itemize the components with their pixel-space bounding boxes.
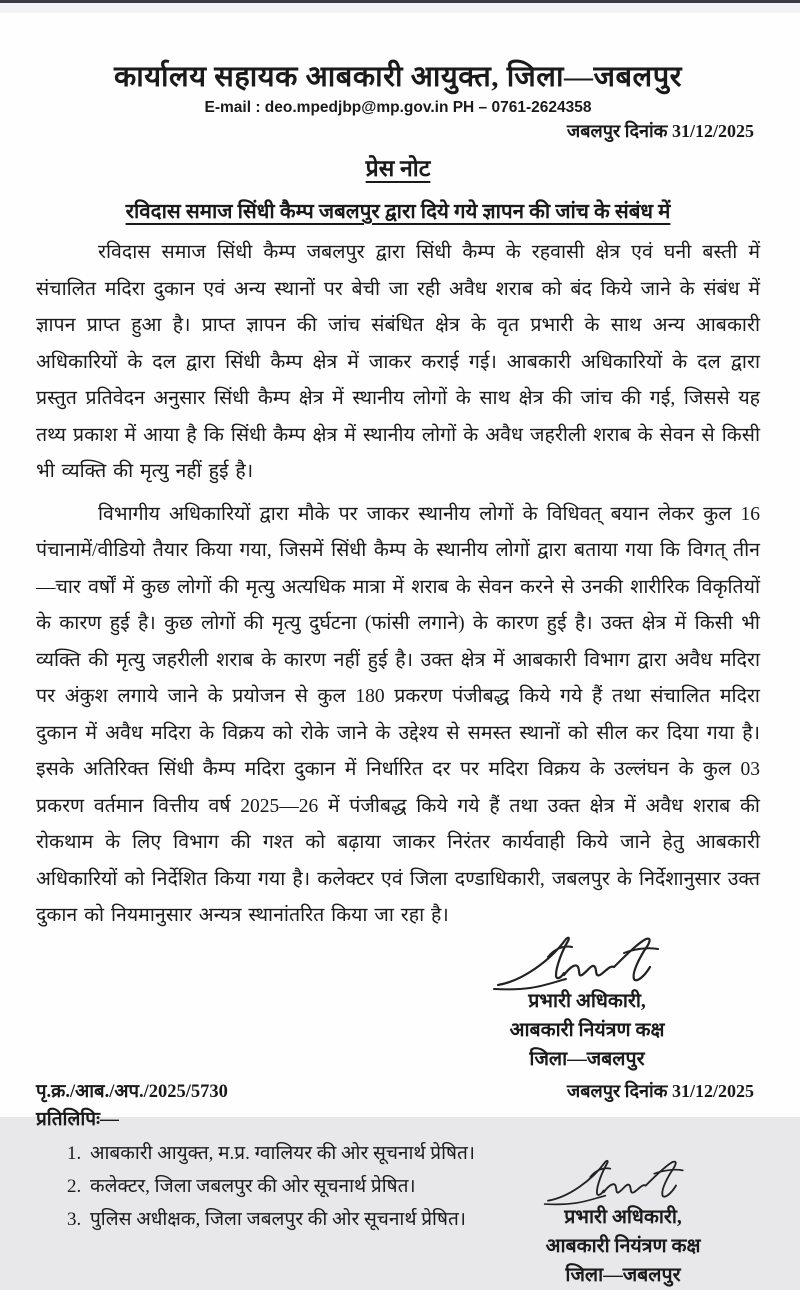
signature-scribble — [543, 1157, 703, 1209]
email-phone-line: E-mail : deo.mpedjbp@mp.gov.in PH – 0761-2624358 — [204, 99, 592, 116]
signatory-office: आबकारी नियंत्रण कक्ष — [545, 1235, 701, 1257]
reference-number: पृ.क्र./आब./अप./2025/5730 — [36, 1081, 228, 1102]
office-title: कार्यालय सहायक आबकारी आयुक्त, जिला—जबलपुर — [113, 61, 683, 93]
signature-block-main — [442, 935, 732, 1074]
copy-to-label: प्रतिलिपिः— — [36, 1108, 119, 1130]
signatory-office: आबकारी नियंत्रण कक्ष — [509, 1019, 665, 1041]
signatory-designation: प्रभारी अधिकारी, — [528, 990, 646, 1012]
signatory-district: जिला—जबलपुर — [565, 1264, 681, 1286]
copy-to-item: 3. पुलिस अधीक्षक, जिला जबलपुर की ओर सूचनार्थ प्रेषित। — [86, 1203, 475, 1236]
copy-to-item: 1. आबकारी आयुक्त, म.प्र. ग्वालियर की ओर सूचनार्थ प्रेषित। — [86, 1137, 475, 1170]
bottom-row — [36, 1131, 760, 1290]
signature-scribble — [492, 935, 682, 993]
signature-block-footer — [498, 1157, 748, 1290]
dateline-bottom: जबलपुर दिनांक 31/12/2025 — [566, 1080, 754, 1101]
body-paragraph-1: रविदास समाज सिंधी कैम्प जबलपुर द्वारा सिंधी कैम्प के रहवासी क्षेत्र एवं घनी बस्ती में संचालित मदिरा दुकान एवं अन्य स्थानों पर बेची जा रही अवैध शराब को बंद किये जाने के संबंध में ज्ञापन प्राप्त हुआ है। प्राप्त ज्ञापन की जांच संबंधित क्षेत्र के वृत प्रभारी के साथ अन्य आबकारी अधिकारियों के दल द्वारा सिंधी कैम्प क्षेत्र में जाकर कराई गई। आबकारी अधिकारियों के दल द्वारा प्रस्तुत प्रतिवेदन अनुसार सिंधी कैम्प क्षेत्र में स्थानीय लोगों के साथ क्षेत्र की जांच की गई, जिससे यह तथ्य प्रकाश में आया है कि सिंधी कैम्प क्षेत्र में स्थानीय लोगों के अवैध जहरीली शराब के सेवन से किसी भी व्यक्ति की मृत्यु नहीं हुई है। — [36, 242, 760, 482]
dateline-top: जबलपुर दिनांक 31/12/2025 — [566, 121, 754, 141]
copy-to-item: 2. कलेक्टर, जिला जबलपुर की ओर सूचनार्थ प्रेषित। — [86, 1170, 475, 1203]
copy-to-list — [64, 1137, 475, 1236]
press-note-title: प्रेस नोट — [365, 156, 431, 181]
signatory-district: जिला—जबलपुर — [529, 1048, 645, 1070]
body-paragraph-2: विभागीय अधिकारियों द्वारा मौके पर जाकर स्थानीय लोगों के विधिवत् बयान लेकर कुल 16 पंचानामें/वीडियो तैयार किया गया, जिसमें सिंधी कैम्प के स्थानीय लोगों द्वारा बताया गया कि विगत् तीन—चार वर्षों में कुछ लोगों की मृत्यु अत्यधिक मात्रा में शराब के सेवन करने से उनकी शारीरिक विकृतियों के कारण हुई है। कुछ लोगों की मृत्यु दुर्घटना (फांसी लगाने) के कारण हुई है। उक्त क्षेत्र में किसी भी व्यक्ति की मृत्यु जहरीली शराब के कारण नहीं हुई है। उक्त क्षेत्र में आबकारी विभाग द्वारा अवैध मदिरा पर अंकुश लगाये जाने के प्रयोजन से कुल 180 प्रकरण पंजीबद्ध किये गये हैं तथा संचालित मदिरा दुकान में अवैध मदिरा के विक्रय को रोके जाने के उद्देश्य से समस्त स्थानों को सील कर दिया गया है। इसके अतिरिक्त सिंधी कैम्प मदिरा दुकान में निर्धारित दर पर मदिरा विक्रय के उल्लंघन के कुल 03 प्रकरण वर्तमान वित्तीय वर्ष 2025—26 में पंजीबद्ध किये गये हैं तथा उक्त क्षेत्र में अवैध शराब की रोकथाम के लिए विभाग की गश्त को बढ़ाया जाकर निरंतर कार्यवाही किये जाने हेतु आबकारी अधिकारियों को निर्देशित किया गया है। कलेक्टर एवं जिला दण्डाधिकारी, जबलपुर के निर्देशानुसार उक्त दुकान को नियमानुसार अन्यत्र स्थानांतरित किया जा रहा है। — [36, 503, 760, 926]
signatory-designation: प्रभारी अधिकारी, — [564, 1206, 682, 1228]
reference-row — [36, 1078, 760, 1103]
subject-heading: रविदास समाज सिंधी कैम्प जबलपुर द्वारा दिये गये ज्ञापन की जांच के संबंध में — [125, 201, 671, 223]
